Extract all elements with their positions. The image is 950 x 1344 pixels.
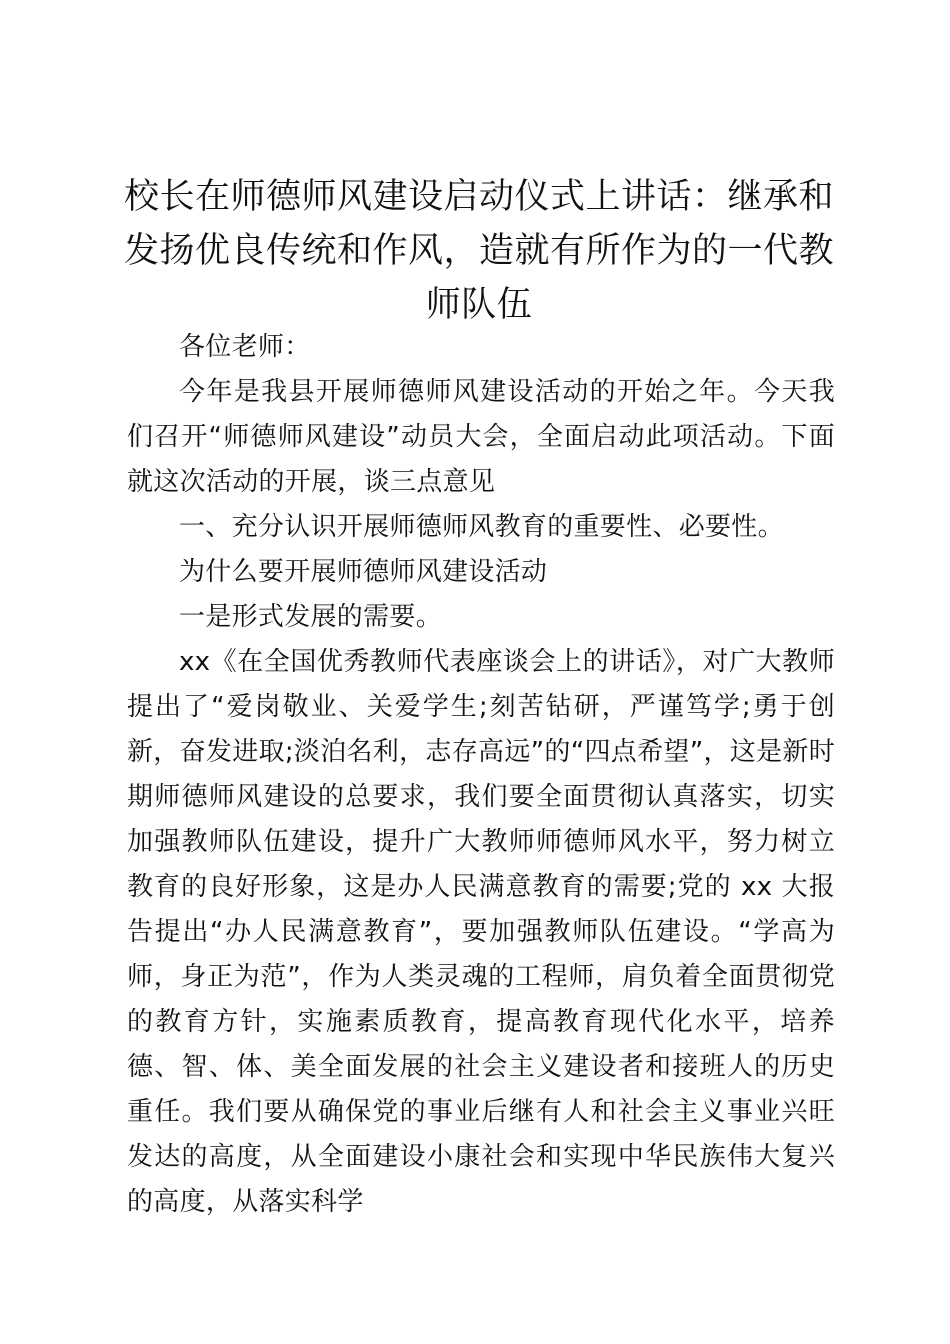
question-line: 为什么要开展师德师风建设活动 xyxy=(179,557,548,587)
point-one-line: 一是形式发展的需要。 xyxy=(179,602,443,632)
intro-paragraph: 今年是我县开展师德师风建设活动的开始之年。今天我们召开“师德师风建设”动员大会，全面启动此项活动。下面就这次活动的开展，谈三点意见 xyxy=(127,377,835,497)
section-heading: 一、充分认识开展师德师风教育的重要性、必要性。 xyxy=(179,512,784,542)
salutation: 各位老师： xyxy=(179,332,311,362)
body-paragraph: xx《在全国优秀教师代表座谈会上的讲话》，对广大教师提出了“爱岗敬业、关爱学生;刻苦钻研，严谨笃学;勇于创新，奋发进取;淡泊名利，志存高远”的“四点希望”，这是新时期师德师风建设的总要求，我们要全面贯彻认真落实，切实加强教师队伍建设，提升广大教师师德师风水平，努力树立教育的良好形象，这是办人民满意教育的需要;党的 xx 大报告提出“办人民满意教育”，要加强教师队伍建设。“学高为师，身正为范”，作为人类灵魂的工程师，肩负着全面贯彻党的教育方针，实施素质教育，提高教育现代化水平，培养德、智、体、美全面发展的社会主义建设者和接班人的历史重任。我们要从确保党的事业后继有人和社会主义事业兴旺发达的高度，从全面建设小康社会和实现中华民族伟大复兴的高度，从落实科学 xyxy=(127,647,835,1217)
document-title: 校长在师德师风建设启动仪式上讲话：继承和发扬优良传统和作风，造就有所作为的一代教师队伍 xyxy=(123,177,834,325)
